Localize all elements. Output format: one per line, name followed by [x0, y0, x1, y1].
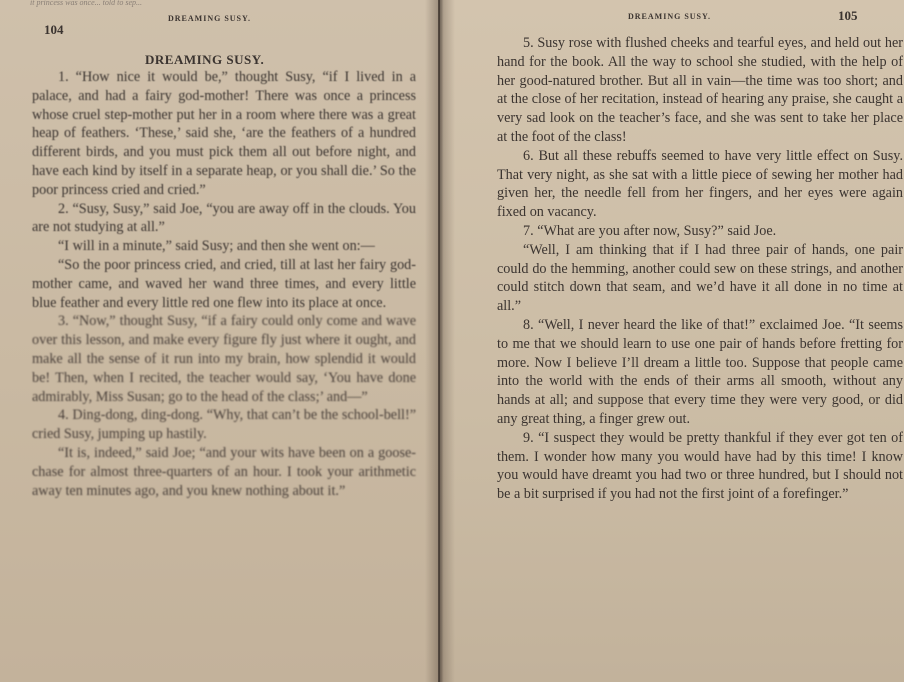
right-page-text: [497, 34, 903, 504]
running-head-left: DREAMING SUSY.: [168, 14, 252, 23]
paragraph: “So the poor princess cried, and cried, till at last her fairy god-mother came, and waved her wand three times, and every little blue feather and every little red one flew into its place at once.: [32, 256, 416, 311]
paragraph: “It is, indeed,” said Joe; “and your wits have been on a goose-chase for almost three-quarters of an hour. I took your arithmetic away ten minutes ago, and you knew nothing about it.”: [32, 444, 416, 499]
right-page: [440, 0, 904, 682]
paragraph: “I will in a minute,” said Susy; and then she went on:—: [58, 238, 375, 255]
paragraph: 6. But all these rebuffs seemed to have very little effect on Susy. That very night, as she sat with a little piece of sewing her mother had given her, the needle fell from her fingers, and her eyes were again fixed on vacancy.: [497, 147, 903, 221]
paragraph: 2. “Susy, Susy,” said Joe, “you are away off in the clouds. You are not studying at all.”: [32, 200, 416, 236]
paragraph: “Well, I am thinking that if I had three pair of hands, one pair could do the hemming, another could sew on these strings, and another could stitch down that seam, and we’d have it all done in no time at all.”: [497, 241, 903, 315]
paragraph: 9. “I suspect they would be pretty thankful if they ever got ten of them. I wonder how many you would have had by this time! I know you would have dreamt you had two or three hundred, but I should not be a bit surprised if you had not the first joint of a forefinger.”: [497, 429, 903, 503]
paragraph: 1. “How nice it would be,” thought Susy, “if I lived in a palace, and had a fairy god-mother! There was once a princess whose cruel step-mother put her in a room where there was a great heap of feathers. ‘These,’ said she, ‘are the feathers of a hundred different birds, and you must pick them all out before night, and have each kind by itself in a separate heap, or you shall die.’ So the poor princess cried and cried.”: [32, 69, 416, 198]
running-head-right: DREAMING SUSY.: [628, 12, 712, 21]
page-number-right: 105: [838, 8, 858, 23]
left-page-text: [32, 68, 416, 500]
book-gutter: [425, 0, 455, 682]
margin-note: it princess was once... told to sep...: [30, 0, 142, 7]
page-number-left: 104: [44, 22, 64, 37]
paragraph: 3. “Now,” thought Susy, “if a fairy could only come and wave over this lesson, and make every figure fly just where it ought, and make all the sense of it run into my brain, how splendid it would be! Then, when I recited, the teacher would say, ‘You have done admirably, Miss Susan; go to the head of the class;’ and—”: [32, 313, 416, 405]
paragraph: 8. “Well, I never heard the like of that!” exclaimed Joe. “It seems to me that we should learn to use one pair of hands before fretting for more. Now I believe I’ll dream a little too. Suppose that people came into the world with the ends of their arms all smooth, without any hands at all; and suppose that every time they were very good, or did any great thing, a finger grew out.: [497, 316, 903, 427]
paragraph: 4. Ding-dong, ding-dong. “Why, that can’t be the school-bell!” cried Susy, jumping up hastily.: [32, 407, 416, 443]
left-page: [0, 0, 438, 682]
paragraph: 5. Susy rose with flushed cheeks and tearful eyes, and held out her hand for the book. All the way to school she studied, with the help of her good-natured brother. But all in vain—the time was too short; and at the close of her recitation, instead of hearing any praise, she caught a very sad look on the teacher’s face, and she was sent to take her place at the foot of the class!: [497, 35, 903, 145]
chapter-title: DREAMING SUSY.: [145, 52, 265, 67]
paragraph: 7. “What are you after now, Susy?” said Joe.: [523, 222, 777, 239]
